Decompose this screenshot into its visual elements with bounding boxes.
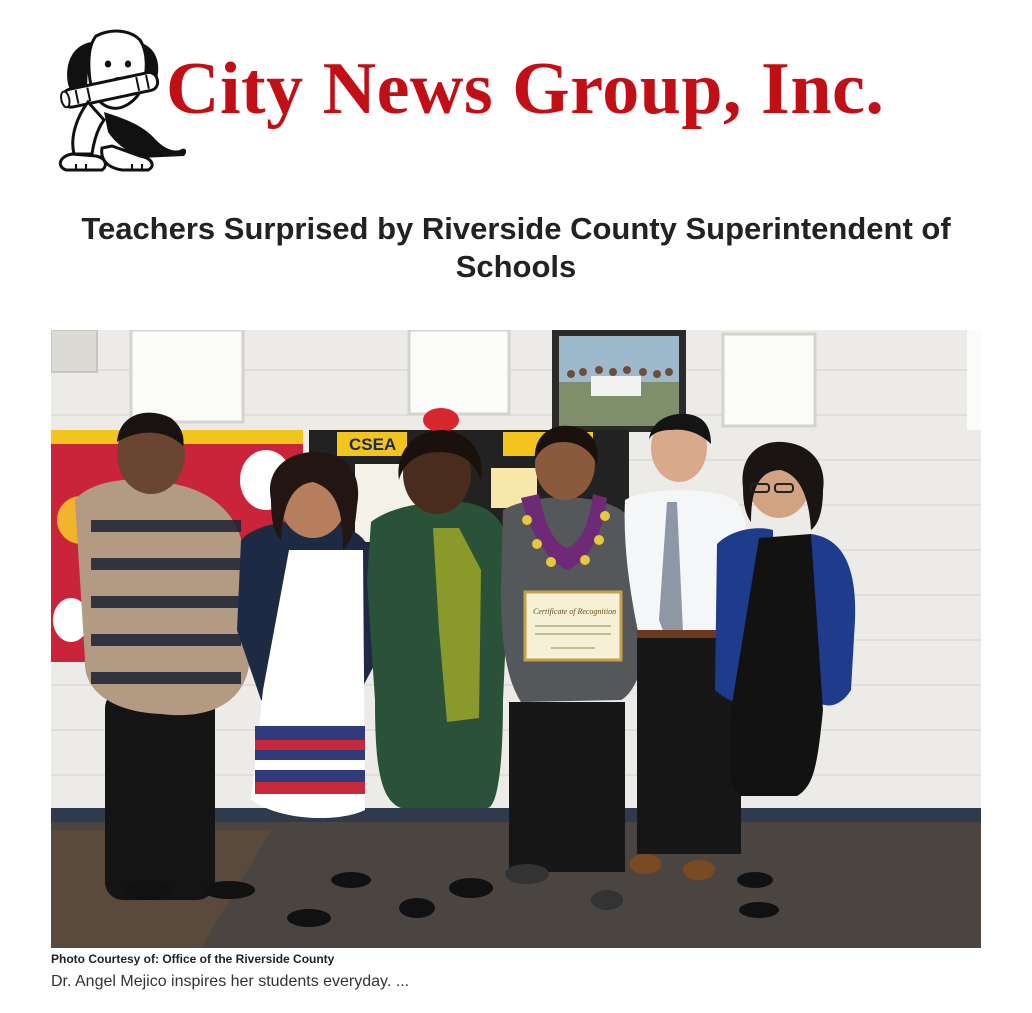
brand-name[interactable]: City News Group, Inc.: [166, 48, 885, 130]
article-excerpt[interactable]: Dr. Angel Mejico inspires her students everyday. ...: [51, 973, 410, 990]
banner-text: CSEA: [349, 435, 397, 454]
photo-credit: Photo Courtesy of: Office of the Riverside County: [51, 952, 335, 966]
certificate-text: Certificate of Recognition: [533, 607, 617, 616]
article-photo: [51, 330, 981, 948]
article-title: Teachers Surprised by Riverside County Superintendent of Schools: [81, 211, 951, 284]
masthead: [52, 28, 982, 174]
